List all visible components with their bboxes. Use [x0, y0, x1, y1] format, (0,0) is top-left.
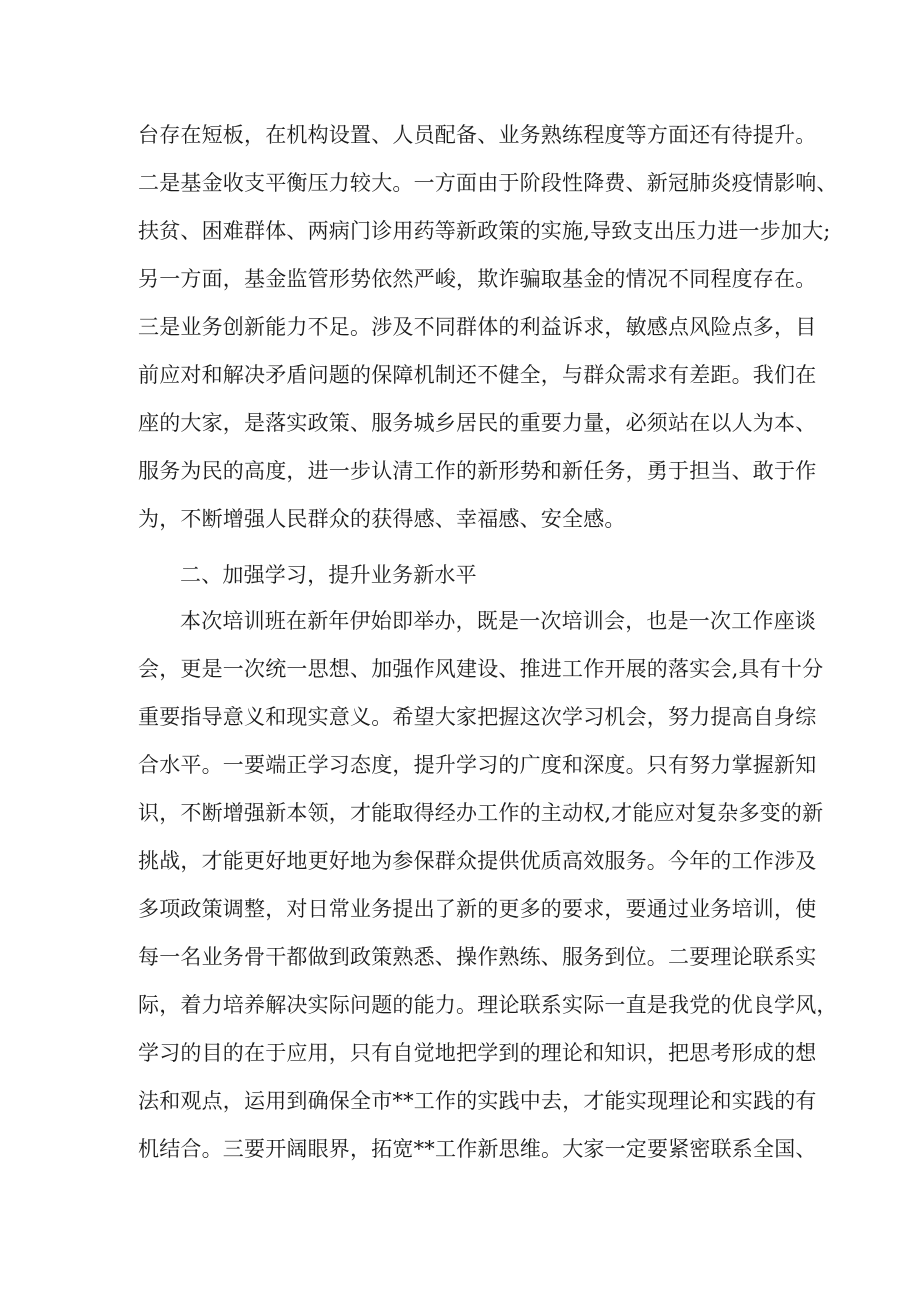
text-line-4: 另一方面，基金监管形势依然严峻，欺诈骗取基金的情况不同程度存在。	[138, 267, 817, 291]
text-line-7: 座的大家，是落实政策、服务城乡居民的重要力量，必须站在以人为本、	[138, 411, 817, 435]
text-line-22: 机结合。三要开阔眼界，拓宽**工作新思维。大家一定要紧密联系全国、	[138, 1137, 817, 1161]
text-line-14: 合水平。一要端正学习态度，提升学习的广度和深度。只有努力掌握新知	[138, 753, 817, 777]
text-line-18: 每一名业务骨干都做到政策熟悉、操作熟练、服务到位。二要理论联系实	[138, 945, 817, 969]
text-line-12: 会，更是一次统一思想、加强作风建设、推进工作开展的落实会,具有十分	[138, 657, 824, 681]
text-line-5: 三是业务创新能力不足。涉及不同群体的利益诉求，敏感点风险点多，目	[138, 315, 817, 339]
text-line-16: 挑战，才能更好地更好地为参保群众提供优质高效服务。今年的工作涉及	[138, 849, 817, 873]
text-line-6: 前应对和解决矛盾问题的保障机制还不健全，与群众需求有差距。我们在	[138, 363, 817, 387]
section-heading: 二、加强学习，提升业务新水平	[180, 563, 477, 587]
text-line-3: 扶贫、困难群体、两病门诊用药等新政策的实施,导致支出压力进一步加大;	[138, 219, 831, 243]
text-line-8: 服务为民的高度，进一步认清工作的新形势和新任务，勇于担当、敢于作	[138, 459, 817, 483]
text-line-11: 本次培训班在新年伊始即举办，既是一次培训会，也是一次工作座谈	[180, 609, 816, 633]
text-line-2: 二是基金收支平衡压力较大。一方面由于阶段性降费、新冠肺炎疫情影响、	[138, 171, 838, 195]
text-line-1: 台存在短板，在机构设置、人员配备、业务熟练程度等方面还有待提升。	[138, 123, 817, 147]
text-line-13: 重要指导意义和现实意义。希望大家把握这次学习机会，努力提高自身综	[138, 705, 817, 729]
text-line-20: 学习的目的在于应用，只有自觉地把学到的理论和知识，把思考形成的想	[138, 1041, 817, 1065]
text-line-21: 法和观点，运用到确保全市**工作的实践中去，才能实现理论和实践的有	[138, 1089, 817, 1113]
text-line-9: 为，不断增强人民群众的获得感、幸福感、安全感。	[138, 507, 626, 531]
text-line-19: 际，着力培养解决实际问题的能力。理论联系实际一直是我党的优良学风，	[138, 993, 838, 1017]
text-line-15: 识，不断增强新本领，才能取得经办工作的主动权,才能应对复杂多变的新	[138, 801, 824, 825]
text-line-17: 多项政策调整，对日常业务提出了新的更多的要求，要通过业务培训，使	[138, 897, 817, 921]
